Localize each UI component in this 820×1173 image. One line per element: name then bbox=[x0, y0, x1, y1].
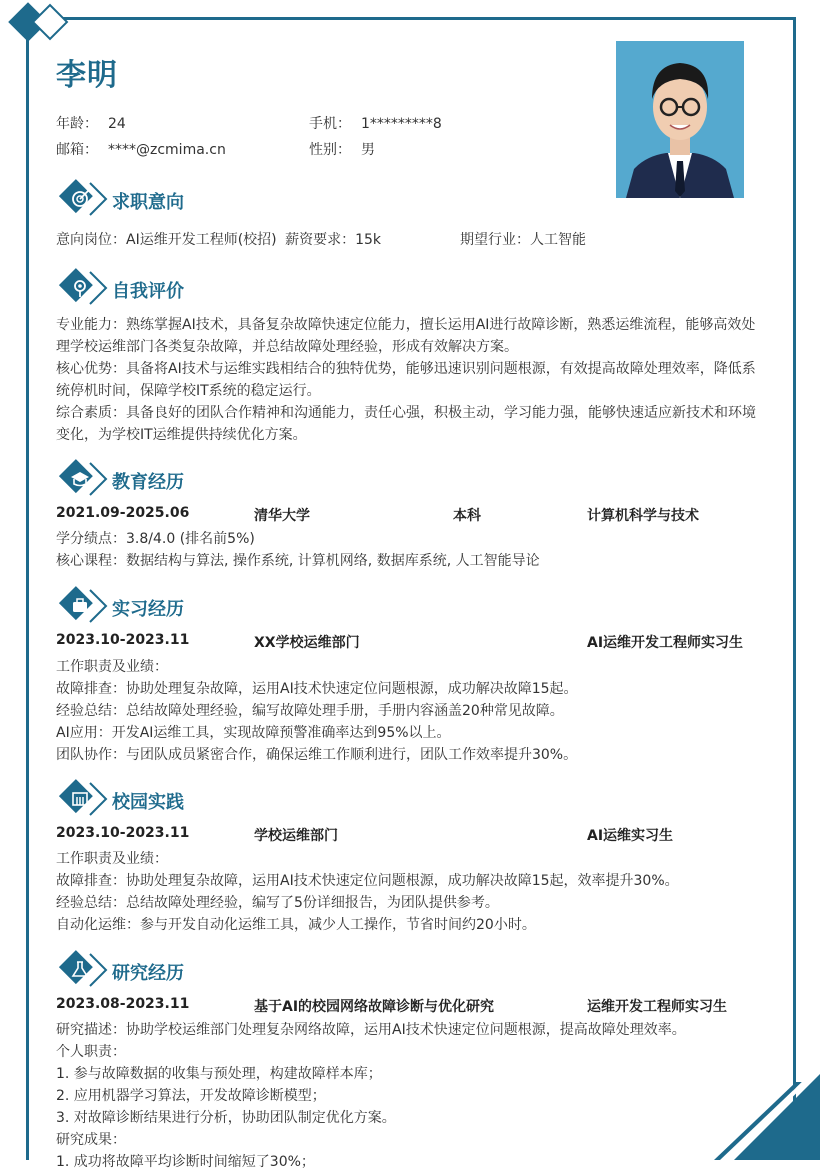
frame-top-border bbox=[26, 17, 796, 20]
campus-role: AI运维实习生 bbox=[587, 828, 674, 844]
internship-line: AI应用：开发AI运维工具，实现故障预警准确率达到95%以上。 bbox=[56, 725, 451, 741]
education-section-header bbox=[60, 459, 360, 499]
internship-line: 工作职责及业绩： bbox=[56, 659, 168, 675]
frame-right-border bbox=[793, 17, 796, 1160]
research-header-row bbox=[56, 996, 768, 1018]
gender-label: 性别： bbox=[309, 142, 351, 158]
campus-line: 经验总结：总结故障处理经验，编写了5份详细报告，为团队提供参考。 bbox=[56, 895, 499, 911]
building-icon bbox=[60, 779, 108, 819]
flask-icon bbox=[60, 950, 108, 990]
research-line: 个人职责： bbox=[56, 1044, 126, 1060]
education-header-row bbox=[56, 505, 768, 527]
internship-section-header bbox=[60, 586, 360, 626]
education-gpa: 学分绩点：3.8/4.0 (排名前5%) bbox=[56, 531, 255, 547]
education-title: 教育经历 bbox=[112, 472, 184, 493]
internship-line: 故障排查：协助处理复杂故障，运用AI技术快速定位问题根源，成功解决故障15起。 bbox=[56, 681, 578, 697]
intent-industry: 期望行业：人工智能 bbox=[460, 232, 586, 248]
self-eval-para-3: 综合素质：具备良好的团队合作精神和沟通能力，责任心强，积极主动，学习能力强，能够快速适应新技术和环境变化，为学校IT运维提供持续优化方案。 bbox=[56, 405, 756, 443]
education-major: 计算机科学与技术 bbox=[587, 508, 699, 524]
self-eval-para-2: 核心优势：具备将AI技术与运维实践相结合的独特优势，能够迅速识别问题根源，有效提高故障处理效率，降低系统停机时间，保障学校IT系统的稳定运行。 bbox=[56, 361, 756, 399]
campus-title: 校园实践 bbox=[112, 792, 184, 813]
diamond-logo-icon bbox=[8, 2, 88, 48]
education-degree: 本科 bbox=[453, 508, 481, 524]
campus-line: 工作职责及业绩： bbox=[56, 851, 168, 867]
internship-role: AI运维开发工程师实习生 bbox=[587, 635, 744, 651]
self-eval-title: 自我评价 bbox=[112, 281, 184, 302]
research-line: 2. 应用机器学习算法，开发故障诊断模型； bbox=[56, 1088, 326, 1104]
email-value: ****@zcmima.cn bbox=[108, 142, 226, 158]
research-line: 3. 对故障诊断结果进行分析，协助团队制定优化方案。 bbox=[56, 1110, 396, 1126]
intent-title: 求职意向 bbox=[112, 192, 184, 213]
internship-date: 2023.10-2023.11 bbox=[56, 632, 190, 648]
age-label: 年龄： bbox=[56, 116, 98, 132]
phone-row bbox=[309, 113, 442, 133]
age-value: 24 bbox=[108, 116, 126, 132]
internship-line: 团队协作：与团队成员紧密合作，确保运维工作顺利进行，团队工作效率提升30%。 bbox=[56, 747, 578, 763]
research-date: 2023.08-2023.11 bbox=[56, 996, 190, 1012]
research-title: 研究经历 bbox=[112, 963, 184, 984]
campus-section-header bbox=[60, 779, 360, 819]
graduation-cap-icon bbox=[60, 459, 108, 499]
research-topic: 基于AI的校园网络故障诊断与优化研究 bbox=[254, 999, 495, 1015]
campus-date: 2023.10-2023.11 bbox=[56, 825, 190, 841]
briefcase-icon bbox=[60, 586, 108, 626]
target-icon bbox=[60, 179, 108, 219]
phone-label: 手机： bbox=[309, 116, 351, 132]
education-school: 清华大学 bbox=[254, 508, 310, 524]
email-row bbox=[56, 139, 226, 159]
research-role: 运维开发工程师实习生 bbox=[587, 999, 727, 1015]
research-section-header bbox=[60, 950, 360, 990]
self-eval-para-1: 专业能力：熟练掌握AI技术，具备复杂故障快速定位能力，擅长运用AI进行故障诊断，熟悉运维流程，能够高效处理学校运维部门各类复杂故障，并总结故障处理经验，形成有效解决方案。 bbox=[56, 317, 756, 355]
frame-left-border bbox=[26, 17, 29, 1160]
candidate-name: 李明 bbox=[56, 58, 118, 93]
internship-org: XX学校运维部门 bbox=[254, 635, 360, 651]
campus-line: 故障排查：协助处理复杂故障，运用AI技术快速定位问题根源，成功解决故障15起，效率提升30%。 bbox=[56, 873, 679, 889]
campus-line: 自动化运维：参与开发自动化运维工具，减少人工操作，节省时间约20小时。 bbox=[56, 917, 536, 933]
research-line: 1. 成功将故障平均诊断时间缩短了30%； bbox=[56, 1154, 315, 1170]
education-courses: 核心课程：数据结构与算法, 操作系统, 计算机网络, 数据库系统, 人工智能导论 bbox=[56, 553, 540, 569]
campus-org: 学校运维部门 bbox=[254, 828, 338, 844]
intent-salary: 薪资要求：15k bbox=[285, 232, 382, 248]
education-date: 2021.09-2025.06 bbox=[56, 505, 190, 521]
intent-position: 意向岗位：AI运维开发工程师(校招) bbox=[56, 232, 277, 248]
email-label: 邮箱： bbox=[56, 142, 98, 158]
phone-value: 1*********8 bbox=[361, 116, 442, 132]
profile-photo bbox=[616, 41, 744, 198]
research-line: 1. 参与故障数据的收集与预处理，构建故障样本库； bbox=[56, 1066, 382, 1082]
internship-line: 经验总结：总结故障处理经验，编写故障处理手册，手册内容涵盖20种常见故障。 bbox=[56, 703, 564, 719]
research-line: 研究描述：协助学校运维部门处理复杂网络故障，运用AI技术快速定位问题根源，提高故障处理效率。 bbox=[56, 1022, 686, 1038]
internship-header-row bbox=[56, 632, 768, 654]
campus-header-row bbox=[56, 825, 768, 847]
flower-icon bbox=[60, 268, 108, 308]
intent-row bbox=[56, 229, 768, 251]
intent-section-header bbox=[60, 179, 360, 219]
self-eval-section-header bbox=[60, 268, 360, 308]
age-row bbox=[56, 113, 126, 133]
gender-row bbox=[309, 139, 375, 159]
gender-value: 男 bbox=[361, 142, 375, 158]
internship-title: 实习经历 bbox=[112, 599, 184, 620]
research-line: 研究成果： bbox=[56, 1132, 126, 1148]
